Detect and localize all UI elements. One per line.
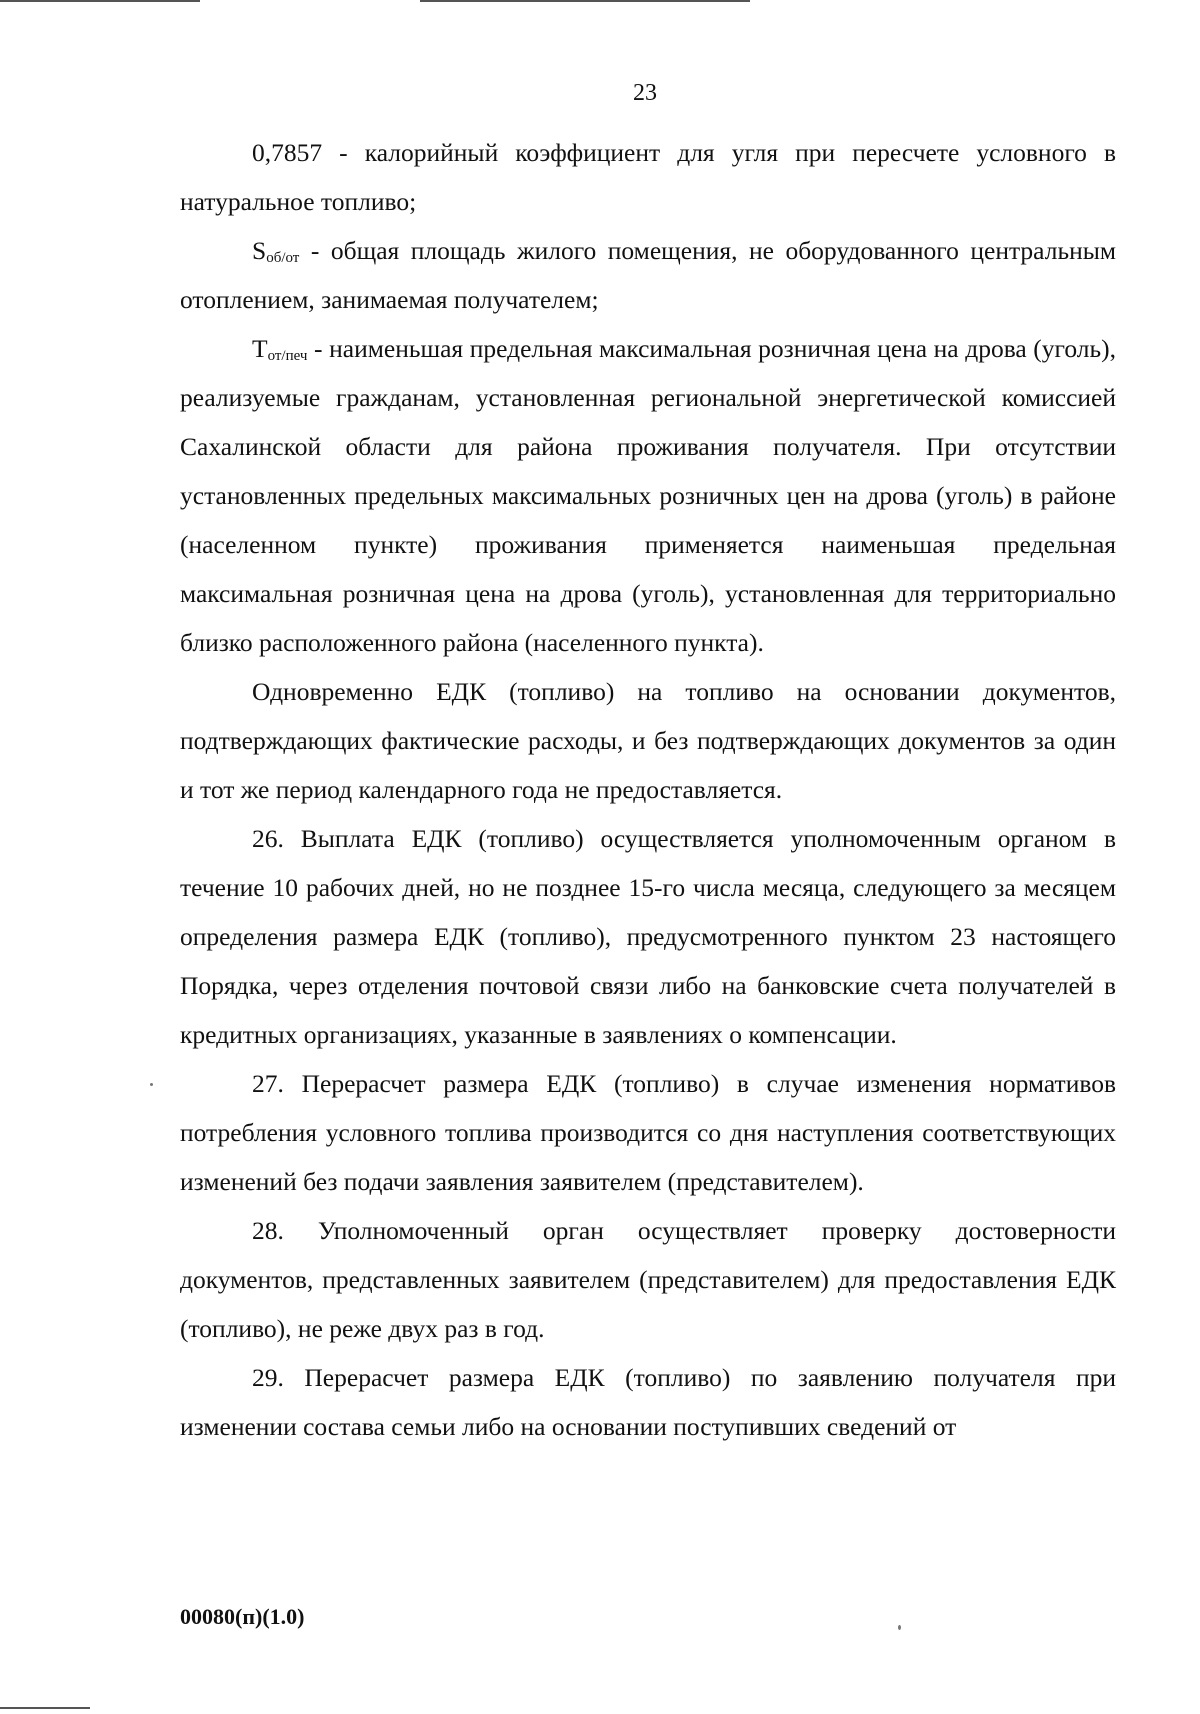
paragraph-area-definition — [180, 226, 1116, 324]
scan-speck — [150, 1083, 153, 1086]
scan-edge-line-bottom-left — [0, 1707, 90, 1709]
formula-symbol: T — [252, 334, 268, 363]
definition-text: - общая площадь жилого помещения, не оборудованного центральным отоплением, занимаемая получателем; — [180, 236, 1116, 314]
page-number: 23 — [633, 80, 657, 106]
paragraph-coefficient: 0,7857 - калорийный коэффициент для угля при пересчете условного в натуральное топливо; — [180, 138, 1116, 216]
paragraph-item-26: 26. Выплата ЕДК (топливо) осуществляется уполномоченным органом в течение 10 рабочих дней, но не позднее 15-го числа месяца, следующего за месяцем определения размера ЕДК (топливо), предусмотренного пунктом 23 настоящего Порядка, через отделения почтовой связи либо на банковские счета получателей в кредитных организациях, указанные в заявлениях о компенсации. — [180, 824, 1116, 1049]
paragraph-price-definition — [180, 324, 1116, 667]
document-body — [180, 128, 1116, 1451]
paragraph-item-29: 29. Перерасчет размера ЕДК (топливо) по заявлению получателя при изменении состава семьи либо на основании поступивших сведений от — [180, 1363, 1116, 1441]
scan-edge-line-top-left — [0, 0, 200, 2]
scan-speck — [898, 1625, 901, 1630]
scan-edge-line-top-center — [420, 0, 750, 2]
definition-text: - наименьшая предельная максимальная розничная цена на дрова (уголь), реализуемые гражданам, установленная региональной энергетической комиссией Сахалинской области для района проживания получателя. При отсутствии установленных предельных максимальных розничных цен на дрова (уголь) в районе (населенном пункте) проживания применяется наименьшая предельная максимальная розничная цена на дрова (уголь), установленная для территориально близко расположенного района (населенного пункта). — [180, 334, 1116, 657]
paragraph-item-27: 27. Перерасчет размера ЕДК (топливо) в случае изменения нормативов потребления условного топлива производится со дня наступления соответствующих изменений без подачи заявления заявителем (представителем). — [180, 1069, 1116, 1196]
document-code: 00080(п)(1.0) — [180, 1604, 305, 1629]
formula-subscript: от/печ — [267, 348, 308, 364]
formula-symbol: S — [252, 236, 267, 265]
formula-subscript: об/от — [266, 250, 300, 266]
paragraph-item-28: 28. Уполномоченный орган осуществляет проверку достоверности документов, представленных заявителем (представителем) для предоставления ЕДК (топливо), не реже двух раз в год. — [180, 1216, 1116, 1343]
paragraph-simultaneous: Одновременно ЕДК (топливо) на топливо на основании документов, подтверждающих фактические расходы, и без подтверждающих документов за один и тот же период календарного года не предоставляется. — [180, 677, 1116, 804]
